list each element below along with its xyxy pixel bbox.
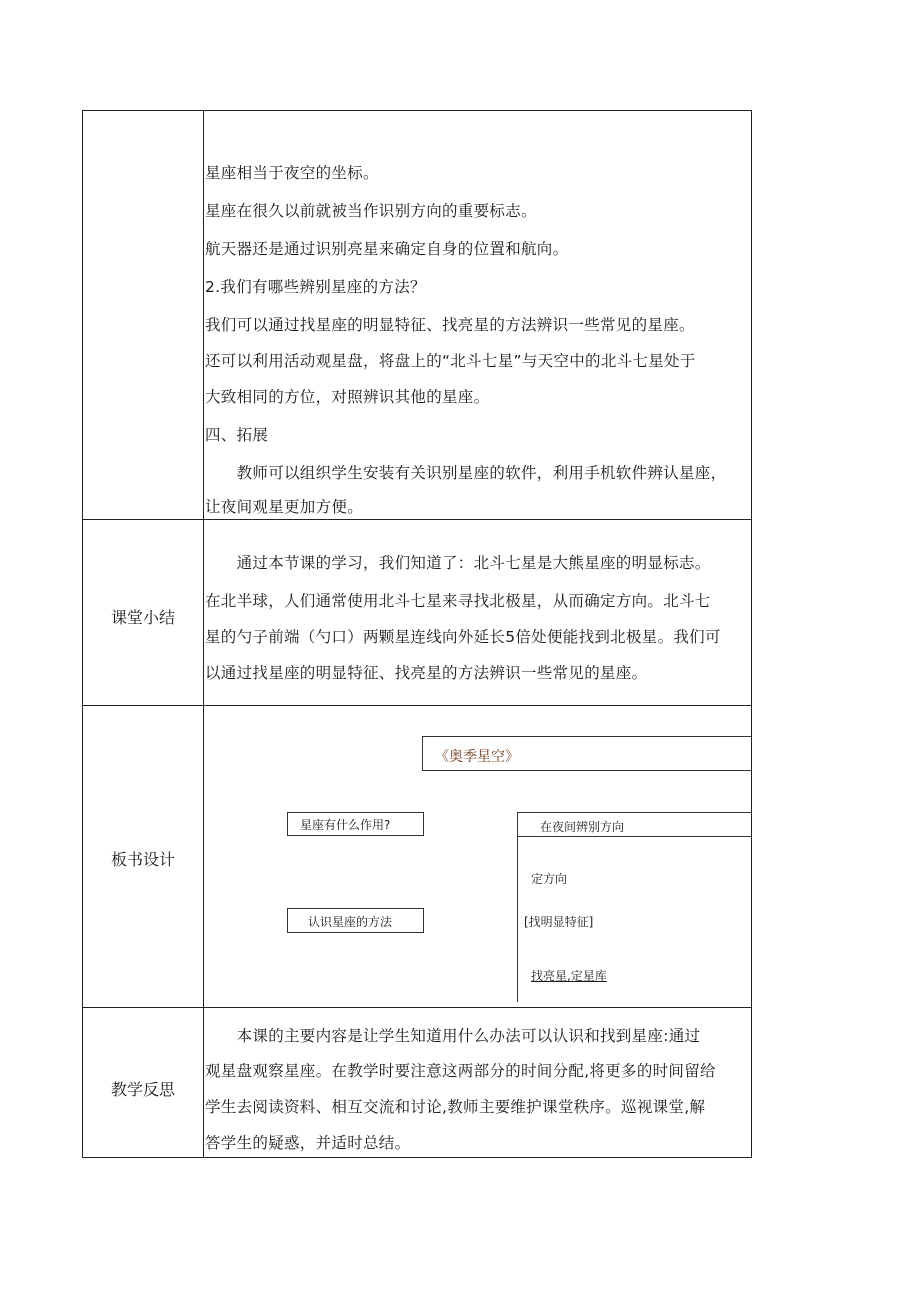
content-line: 我们可以通过找星座的明显特征、找亮星的方法辨识一些常见的星座。 [205, 316, 695, 334]
summary-line: 通过本节课的学习，我们知道了：北斗七星是大熊星座的明显标志。 [205, 554, 711, 572]
reflection-line: 学生去阅读资料、相互交流和讨论,教师主要维护课堂秩序。巡视课堂,解 [205, 1098, 706, 1116]
row-divider [83, 519, 751, 520]
content-line: 还可以利用活动观星盘，将盘上的“北斗七星”与天空中的北斗七星处于 [205, 352, 696, 370]
content-line: 2.我们有哪些辨别星座的方法？ [205, 278, 426, 296]
content-line: 星座在很久以前就被当作识别方向的重要标志。 [205, 202, 537, 220]
bracket-line [517, 836, 752, 837]
answer-text: [找明显特征] [524, 915, 594, 929]
content-line: 航天器还是通过识别亮星来确定自身的位置和航向。 [205, 240, 569, 258]
board-title: 《奥季星空》 [435, 749, 519, 765]
answer-text: 在夜间辨别方向 [540, 820, 625, 834]
row-divider [83, 1007, 751, 1008]
summary-line: 星的勺子前端（勺口）两颗星连线向外延长5倍处便能找到北极星。我们可 [205, 628, 721, 646]
summary-label: 课堂小结 [110, 608, 175, 627]
method-text: 认识星座的方法 [308, 915, 393, 929]
lesson-table [82, 110, 752, 1158]
board-diagram [204, 706, 752, 1007]
bracket-line [517, 812, 752, 813]
answer-text: 找亮星,定星库 [531, 969, 607, 983]
reflection-line: 观星盘观察星座。在教学时要注意这两部分的时间分配,将更多的时间留给 [205, 1062, 716, 1080]
reflection-line: 答学生的疑惑，并适时总结。 [205, 1134, 411, 1152]
content-line: 大致相同的方位，对照辨识其他的星座。 [205, 388, 490, 406]
question-text: 星座有什么作用? [300, 818, 391, 832]
answer-text: 定方向 [531, 872, 568, 886]
content-line: 让夜间观星更加方便。 [205, 498, 364, 516]
reflection-label: 教学反思 [110, 1080, 175, 1099]
section-heading: 四、拓展 [205, 426, 269, 444]
reflection-line: 本课的主要内容是让学生知道用什么办法可以认识和找到星座:通过 [205, 1027, 701, 1045]
summary-line: 以通过找星座的明显特征、找亮星的方法辨识一些常见的星座。 [205, 664, 648, 682]
summary-line: 在北半球，人们通常使用北斗七星来寻找北极星，从而确定方向。北斗七 [205, 592, 711, 610]
board-label: 板书设计 [110, 850, 175, 869]
content-line: 教师可以组织学生安装有关识别星座的软件，利用手机软件辨认星座， [205, 464, 727, 482]
bracket-line [517, 812, 518, 1002]
content-line: 星座相当于夜空的坐标。 [205, 164, 379, 182]
